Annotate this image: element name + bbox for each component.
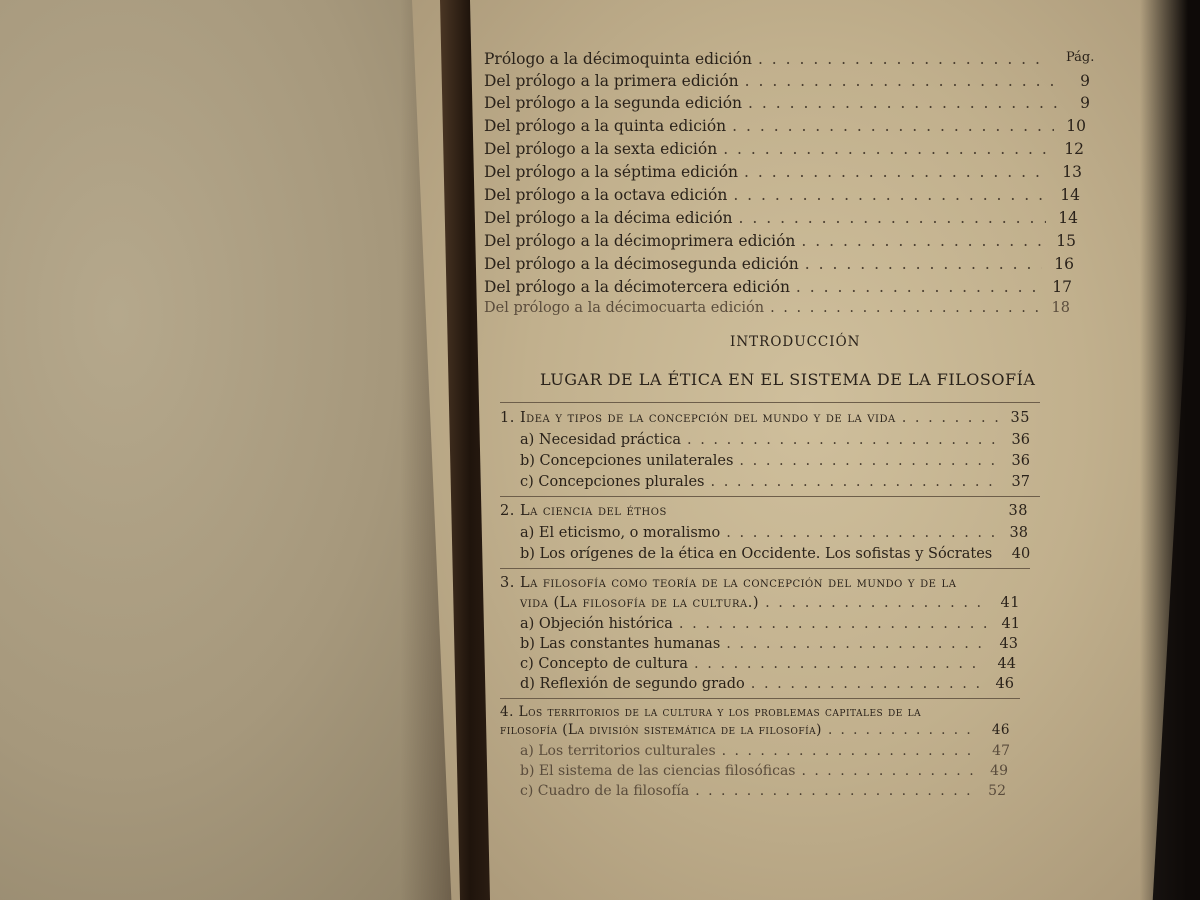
entry-page: 44 bbox=[997, 656, 1016, 672]
section-title: 1. Idea y tipos de la concepción del mundo y de la vida bbox=[500, 410, 896, 426]
entry-page: 46 bbox=[995, 676, 1014, 692]
entry-page: 18 bbox=[1051, 300, 1070, 316]
toc-section bbox=[500, 503, 1028, 519]
entry-page: 41 bbox=[1001, 616, 1020, 632]
entry-page: 16 bbox=[1054, 255, 1074, 273]
entry-page: 35 bbox=[1010, 410, 1030, 426]
entry-title: Del prólogo a la décimotercera edición bbox=[484, 278, 790, 296]
toc-entry-prologue bbox=[484, 72, 1090, 90]
leader-dots bbox=[739, 453, 998, 469]
part-title: LUGAR DE LA ÉTICA EN EL SISTEMA DE LA FILOSOFÍA bbox=[540, 370, 1036, 389]
toc-entry-prologue bbox=[484, 140, 1084, 158]
entry-page: 12 bbox=[1064, 140, 1084, 158]
entry-title: b) Concepciones unilaterales bbox=[520, 453, 734, 469]
leader-dots bbox=[751, 676, 982, 692]
leader-dots bbox=[732, 117, 1054, 135]
toc-subitem bbox=[520, 474, 1030, 490]
entry-page: 49 bbox=[990, 763, 1008, 779]
entry-page: 9 bbox=[1080, 72, 1090, 90]
entry-page: 43 bbox=[999, 636, 1018, 652]
entry-title: a) Necesidad práctica bbox=[520, 432, 681, 448]
toc-subitem bbox=[520, 525, 1028, 541]
leader-dots bbox=[801, 232, 1044, 250]
entry-title: b) Los orígenes de la ética en Occidente. Los sofistas y Sócrates bbox=[520, 546, 993, 562]
toc-entry-prologue bbox=[484, 117, 1086, 135]
entry-page: 41 bbox=[1000, 595, 1020, 611]
toc-section bbox=[500, 722, 1010, 738]
toc-entry-prologue bbox=[484, 209, 1078, 227]
entry-title: Del prólogo a la décimocuarta edición bbox=[484, 300, 765, 316]
entry-page: 40 bbox=[1011, 546, 1031, 562]
toc-subitem bbox=[520, 783, 1006, 799]
entry-title: Del prólogo a la séptima edición bbox=[484, 163, 739, 181]
leader-dots bbox=[726, 525, 996, 541]
toc-entry-prologue bbox=[484, 163, 1082, 181]
section-title-cont: vida (La filosofía de la cultura.) bbox=[520, 595, 760, 611]
entry-page: 13 bbox=[1062, 163, 1082, 181]
section-title: 2. La ciencia del éthos bbox=[500, 503, 667, 519]
entry-title: Del prólogo a la décima edición bbox=[484, 209, 733, 227]
leader-dots bbox=[723, 140, 1052, 158]
entry-page: 14 bbox=[1060, 186, 1080, 204]
entry-title: a) Los territorios culturales bbox=[520, 743, 716, 759]
right-edge-shadow bbox=[1140, 0, 1200, 900]
leader-dots bbox=[711, 474, 999, 490]
toc-entry-prologue bbox=[484, 255, 1074, 273]
entry-page: 9 bbox=[1080, 94, 1090, 112]
entry-page: 15 bbox=[1056, 232, 1076, 250]
entry-page: 36 bbox=[1011, 453, 1030, 469]
entry-page: 37 bbox=[1011, 474, 1030, 490]
entry-title: a) Objeción histórica bbox=[520, 616, 673, 632]
leader-dots bbox=[796, 278, 1040, 296]
toc-subitem bbox=[520, 636, 1018, 652]
toc-entry-prologue bbox=[484, 94, 1090, 112]
toc-section bbox=[520, 595, 1020, 611]
leader-dots bbox=[726, 636, 986, 652]
entry-title: Del prólogo a la sexta edición bbox=[484, 140, 718, 158]
leader-dots bbox=[828, 722, 978, 738]
entry-title: b) El sistema de las ciencias filosóficas bbox=[520, 763, 796, 779]
leader-dots bbox=[805, 255, 1042, 273]
leader-dots bbox=[758, 50, 1042, 68]
toc-section bbox=[500, 410, 1030, 426]
entry-title: Del prólogo a la décimoprimera edición bbox=[484, 232, 796, 250]
entry-title: Del prólogo a la primera edición bbox=[484, 72, 739, 90]
leader-dots bbox=[679, 616, 988, 632]
leader-dots bbox=[802, 763, 977, 779]
entry-title: a) El eticismo, o moralismo bbox=[520, 525, 721, 541]
section-divider bbox=[500, 496, 1040, 497]
page-column-label: Pág. bbox=[1066, 50, 1095, 65]
toc-subitem bbox=[520, 743, 1010, 759]
leader-dots bbox=[770, 300, 1038, 316]
toc-entry-prologue bbox=[484, 300, 1070, 316]
toc-subitem bbox=[520, 616, 1020, 632]
entry-title: c) Concepciones plurales bbox=[520, 474, 705, 490]
entry-title: b) Las constantes humanas bbox=[520, 636, 721, 652]
entry-page: 14 bbox=[1058, 209, 1078, 227]
leader-dots bbox=[744, 163, 1050, 181]
toc-subitem bbox=[520, 546, 1031, 562]
toc-entry-prologue bbox=[484, 278, 1072, 296]
entry-page: 17 bbox=[1052, 278, 1072, 296]
section-divider bbox=[500, 568, 1030, 569]
leader-dots bbox=[902, 410, 998, 426]
toc-section-line bbox=[500, 575, 1020, 591]
leader-dots bbox=[687, 432, 998, 448]
toc-subitem bbox=[520, 432, 1030, 448]
entry-title: Del prólogo a la octava edición bbox=[484, 186, 728, 204]
section-title: 4. Los territorios de la cultura y los problemas capitales de la bbox=[500, 704, 922, 720]
section-title: 3. La filosofía como teoría de la concepción del mundo y de la bbox=[500, 575, 957, 591]
entry-page: 46 bbox=[991, 722, 1010, 738]
entry-page: 38 bbox=[1009, 525, 1028, 541]
entry-title: Del prólogo a la décimosegunda edición bbox=[484, 255, 799, 273]
leader-dots bbox=[694, 656, 984, 672]
toc-subitem bbox=[520, 453, 1030, 469]
leader-dots bbox=[695, 783, 974, 799]
toc-section-line bbox=[500, 704, 1000, 720]
introduccion-heading: INTRODUCCIÓN bbox=[730, 334, 861, 350]
entry-title: c) Cuadro de la filosofía bbox=[520, 783, 690, 799]
leader-dots bbox=[748, 94, 1058, 112]
toc-entry-prologue bbox=[484, 232, 1076, 250]
entry-page: 36 bbox=[1011, 432, 1030, 448]
entry-title: Prólogo a la décimoquinta edición bbox=[484, 50, 752, 68]
toc-entry-prologue bbox=[484, 186, 1080, 204]
section-divider bbox=[500, 698, 1020, 699]
entry-page: 47 bbox=[992, 743, 1010, 759]
leader-dots bbox=[722, 743, 978, 759]
leader-dots bbox=[765, 595, 988, 611]
entry-page: 38 bbox=[1008, 503, 1028, 519]
entry-title: Del prólogo a la quinta edición bbox=[484, 117, 727, 135]
toc-subitem bbox=[520, 656, 1016, 672]
toc-subitem bbox=[520, 763, 1008, 779]
entry-page: 52 bbox=[988, 783, 1006, 799]
entry-title: d) Reflexión de segundo grado bbox=[520, 676, 745, 692]
entry-page: 10 bbox=[1066, 117, 1086, 135]
leader-dots bbox=[733, 186, 1048, 204]
section-title-cont: filosofía (La división sistemática de la filosofía) bbox=[500, 722, 822, 738]
leader-dots bbox=[745, 72, 1058, 90]
entry-title: c) Concepto de cultura bbox=[520, 656, 689, 672]
toc-subitem bbox=[520, 676, 1014, 692]
toc-entry-prologue bbox=[484, 50, 1074, 68]
section-divider bbox=[500, 402, 1040, 403]
leader-dots bbox=[739, 209, 1046, 227]
entry-title: Del prólogo a la segunda edición bbox=[484, 94, 743, 112]
